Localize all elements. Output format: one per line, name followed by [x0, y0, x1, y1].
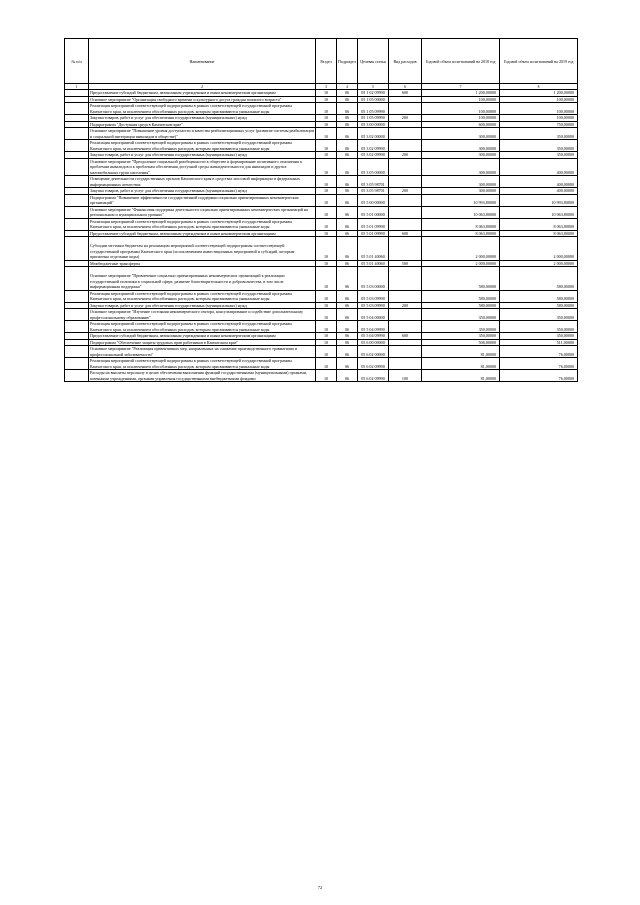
row-name: Основное мероприятие "Реализация превентивных мер, направленных на снижение производственного травматизма и профессиональной заболеваемости"	[89, 346, 316, 358]
row-target-article: 05 5 03 00000	[358, 267, 389, 291]
row-number	[65, 267, 89, 291]
row-razdel: 10	[316, 358, 337, 370]
row-podrazdel: 06	[337, 333, 358, 340]
row-podrazdel: 06	[337, 103, 358, 115]
row-expense-type: 200	[389, 302, 422, 309]
row-podrazdel: 06	[337, 267, 358, 291]
row-podrazdel: 06	[337, 218, 358, 230]
row-expense-type	[389, 103, 422, 115]
row-amount-2018: 580,00000	[422, 267, 500, 291]
column-number: 2	[89, 84, 316, 90]
row-amount-2018: 600,00000	[422, 121, 500, 128]
row-number	[65, 309, 89, 321]
row-name: Расходы на выплаты персоналу в целях обеспечения выполнения функций государственными (муниципальными) органами, казенными учреждениями, органами управления государственными внебюджетными фондами	[89, 370, 316, 382]
row-amount-2018: 300,00000	[422, 176, 500, 188]
row-amount-2019: 100,00000	[500, 96, 578, 103]
row-razdel: 10	[316, 158, 337, 176]
table-row	[65, 140, 578, 152]
row-target-article: 05 6 00 00000	[358, 339, 389, 346]
row-target-article: 05 6 02 00000	[358, 346, 389, 358]
row-number	[65, 358, 89, 370]
row-name: Межбюджетные трансферты	[89, 260, 316, 267]
row-amount-2018: 350,00000	[422, 333, 500, 340]
row-podrazdel: 06	[337, 176, 358, 188]
row-amount-2018: 2 000,00000	[422, 237, 500, 261]
table-row	[65, 346, 578, 358]
row-podrazdel: 06	[337, 302, 358, 309]
row-number	[65, 290, 89, 302]
row-amount-2018: 506,00000	[422, 339, 500, 346]
column-number: 6	[389, 84, 422, 90]
row-razdel: 10	[316, 230, 337, 237]
row-razdel: 10	[316, 128, 337, 140]
row-razdel: 10	[316, 218, 337, 230]
row-razdel: 10	[316, 339, 337, 346]
row-name: Закупка товаров, работ и услуг для обеспечения государственных (муниципальных) нужд	[89, 115, 316, 122]
row-razdel: 10	[316, 188, 337, 195]
page-number: 72	[317, 885, 323, 890]
row-number	[65, 103, 89, 115]
row-amount-2019: 76,00000	[500, 346, 578, 358]
row-amount-2018: 8 063,80000	[422, 218, 500, 230]
budget-table-page	[64, 38, 577, 382]
row-amount-2019: 580,00000	[500, 302, 578, 309]
row-amount-2019: 100,00000	[500, 103, 578, 115]
row-razdel: 10	[316, 370, 337, 382]
row-amount-2019: 100,00000	[500, 115, 578, 122]
row-podrazdel: 06	[337, 358, 358, 370]
row-amount-2019: 400,00000	[500, 188, 578, 195]
row-expense-type	[389, 309, 422, 321]
row-name: Основное мероприятие "Преодоление социальной разобщенности в обществе и формирование позитивного отношения к проблемам инвалидов и к проблемам обеспечения доступной среды жизнедеятельности для инвалидов и других маломобильных групп населения"	[89, 158, 316, 176]
row-target-article: 05 6 02 09990	[358, 370, 389, 382]
table-row	[65, 218, 578, 230]
row-target-article: 05 5 00 00000	[358, 194, 389, 206]
row-expense-type	[389, 206, 422, 218]
row-expense-type	[389, 321, 422, 333]
row-target-article: 05 5 01 09990	[358, 230, 389, 237]
row-target-article: 05 1 05 09990	[358, 115, 389, 122]
row-podrazdel: 06	[337, 339, 358, 346]
row-number	[65, 158, 89, 176]
row-amount-2018: 100,00000	[422, 103, 500, 115]
row-target-article: 05 1 05 09990	[358, 103, 389, 115]
row-amount-2018: 580,00000	[422, 302, 500, 309]
row-razdel: 10	[316, 103, 337, 115]
row-target-article: 05 5 03 09990	[358, 302, 389, 309]
row-expense-type: 200	[389, 152, 422, 159]
row-number	[65, 194, 89, 206]
table-row	[65, 206, 578, 218]
row-amount-2018: 350,00000	[422, 309, 500, 321]
row-name: Подпрограмма "Обеспечение защиты трудовых прав работников в Камчатском крае"	[89, 339, 316, 346]
row-amount-2019: 2 000,00000	[500, 260, 578, 267]
row-target-article: 05 3 02 00000	[358, 128, 389, 140]
row-expense-type	[389, 346, 422, 358]
row-expense-type	[389, 290, 422, 302]
row-razdel: 10	[316, 152, 337, 159]
header-podrazdel: Подраздел	[337, 39, 358, 84]
row-number	[65, 176, 89, 188]
row-razdel: 10	[316, 309, 337, 321]
row-name: Предоставление субсидий бюджетным, автономным учреждениям и иным некоммерческим организациям	[89, 230, 316, 237]
row-amount-2018: 300,00000	[422, 128, 500, 140]
row-razdel: 10	[316, 206, 337, 218]
row-amount-2018: 300,00000	[422, 140, 500, 152]
row-amount-2018: 81,00000	[422, 358, 500, 370]
row-podrazdel: 06	[337, 128, 358, 140]
row-target-article: 05 3 02 09990	[358, 152, 389, 159]
row-name: Закупка товаров, работ и услуг для обеспечения государственных (муниципальных) нужд	[89, 152, 316, 159]
row-amount-2019: 350,00000	[500, 321, 578, 333]
row-amount-2018: 2 000,00000	[422, 260, 500, 267]
row-podrazdel: 06	[337, 152, 358, 159]
row-amount-2019: 511,00000	[500, 339, 578, 346]
row-amount-2019: 400,00000	[500, 158, 578, 176]
row-podrazdel: 06	[337, 237, 358, 261]
row-podrazdel: 06	[337, 115, 358, 122]
row-podrazdel: 06	[337, 370, 358, 382]
table-row	[65, 103, 578, 115]
row-amount-2019: 8 063,80000	[500, 230, 578, 237]
row-amount-2018: 300,00000	[422, 158, 500, 176]
column-number: 3	[316, 84, 337, 90]
row-podrazdel: 06	[337, 96, 358, 103]
row-expense-type	[389, 158, 422, 176]
row-target-article: 05 5 01 40060	[358, 260, 389, 267]
table-row	[65, 194, 578, 206]
row-razdel: 10	[316, 96, 337, 103]
row-razdel: 10	[316, 267, 337, 291]
row-razdel: 10	[316, 260, 337, 267]
row-expense-type	[389, 194, 422, 206]
row-number	[65, 346, 89, 358]
row-podrazdel: 06	[337, 194, 358, 206]
row-razdel: 10	[316, 194, 337, 206]
header-row	[65, 39, 578, 84]
row-amount-2019: 350,00000	[500, 309, 578, 321]
row-amount-2018: 300,00000	[422, 152, 500, 159]
row-name: Основное мероприятие "Повышение уровня доступности и качества реабилитационных услуг (развитие системы реабилитации и социальной интеграции инвалидов в обществе)"	[90, 128, 314, 139]
row-podrazdel: 06	[337, 290, 358, 302]
row-amount-2018: 100,00000	[422, 115, 500, 122]
column-number: 8	[500, 84, 578, 90]
row-amount-2018: 300,00000	[422, 188, 500, 195]
row-name: Закупка товаров, работ и услуг для обеспечения государственных (муниципальных) нужд	[89, 302, 316, 309]
row-razdel: 10	[316, 90, 337, 97]
row-amount-2018: 10 993,80000	[422, 194, 500, 206]
row-name: Субсидии местным бюджетам на реализацию мероприятий соответствующей подпрограммы соответствующей государственной программы Камчатского края (за исключением инвестиционных мероприятий и субсидий, которым присвоены отдельные коды)	[89, 237, 316, 261]
row-number	[65, 370, 89, 382]
header-target-article: Целевая статья	[358, 39, 389, 84]
row-amount-2019: 10 993,80000	[500, 194, 578, 206]
row-razdel: 10	[316, 290, 337, 302]
row-expense-type	[389, 128, 422, 140]
table-row	[65, 158, 578, 176]
row-expense-type: 200	[389, 188, 422, 195]
row-razdel: 10	[316, 346, 337, 358]
row-name: Основное мероприятие "Изучение состояния некоммерческого сектора, консультирование и содействие дополнительному профессиональному образованию"	[89, 309, 316, 321]
row-name: Реализация мероприятий соответствующей подпрограммы в рамках соответствующей государственной программы Камчатского края, за исключением обособленных расходов, которым присваиваются уникальные коды	[89, 103, 316, 115]
row-name: Реализация мероприятий соответствующей подпрограммы в рамках соответствующей государственной программы Камчатского края, за исключением обособленных расходов, которым присваиваются уникальные коды	[89, 140, 316, 152]
row-amount-2019: 350,00000	[500, 140, 578, 152]
row-expense-type	[389, 267, 422, 291]
row-target-article: 05 5 01 40060	[358, 237, 389, 261]
row-amount-2019: 10 063,80000	[500, 206, 578, 218]
row-podrazdel: 06	[337, 140, 358, 152]
row-amount-2018: 81,00000	[422, 370, 500, 382]
row-name: Реализация мероприятий соответствующей подпрограммы в рамках соответствующей государственной программы Камчатского края, за исключением обособленных расходов, которым присваиваются уникальные коды	[89, 218, 316, 230]
row-number	[65, 140, 89, 152]
table-row	[65, 358, 578, 370]
row-target-article: 05 1 02 09990	[358, 90, 389, 97]
row-name: Основное мероприятие "Организация свободного времени и культурного досуга граждан пожилого возраста"	[89, 96, 316, 103]
row-target-article: 05 5 04 09990	[358, 321, 389, 333]
row-amount-2018: 580,00000	[422, 290, 500, 302]
column-number: 7	[422, 84, 500, 90]
row-number	[65, 237, 89, 261]
row-target-article: 05 6 02 09990	[358, 358, 389, 370]
row-expense-type: 600	[389, 230, 422, 237]
row-target-article: 05 3 02 09990	[358, 140, 389, 152]
row-target-article: 05 5 01 09990	[358, 218, 389, 230]
header-name: Наименование	[89, 39, 316, 84]
table-row	[65, 290, 578, 302]
row-name: Основное мероприятие "Привлечение социально ориентированных некоммерческих организаций к реализации государственной политики в социальной сфере, развитие благотворительности и добровольчества, в том числе информационная поддержка"	[89, 267, 316, 291]
header-no: № п/п	[65, 39, 89, 84]
row-amount-2019: 350,00000	[500, 333, 578, 340]
row-number	[65, 206, 89, 218]
row-amount-2019: 76,00000	[500, 358, 578, 370]
row-amount-2019: 2 000,00000	[500, 237, 578, 261]
row-podrazdel: 06	[337, 230, 358, 237]
row-name: Освещение деятельности государственных органов Камчатского края в средствах массовой информации и федеральных информационных агентствах	[89, 176, 316, 188]
row-amount-2018: 81,00000	[422, 346, 500, 358]
table-row	[65, 321, 578, 333]
row-target-article: 05 5 01 00000	[358, 206, 389, 218]
header-razdel: Раздел	[316, 39, 337, 84]
row-number	[65, 321, 89, 333]
row-podrazdel: 06	[337, 321, 358, 333]
row-target-article: 05 3 05 98701	[358, 188, 389, 195]
row-podrazdel: 06	[337, 206, 358, 218]
row-amount-2019: 350,00000	[500, 128, 578, 140]
row-name: Закупка товаров, работ и услуг для обеспечения государственных (муниципальных) нужд	[89, 188, 316, 195]
row-podrazdel: 06	[337, 309, 358, 321]
row-amount-2019: 580,00000	[500, 290, 578, 302]
row-expense-type	[389, 140, 422, 152]
row-name: Реализация мероприятий соответствующей подпрограммы в рамках соответствующей государственной программы Камчатского края, за исключением обособленных расходов, которым присваиваются уникальные коды	[89, 321, 316, 333]
row-target-article: 05 3 05 00000	[358, 158, 389, 176]
row-amount-2018: 100,00000	[422, 96, 500, 103]
row-target-article: 05 1 05 00000	[358, 96, 389, 103]
table-row	[65, 237, 578, 261]
row-razdel: 10	[316, 237, 337, 261]
row-razdel: 10	[316, 176, 337, 188]
row-amount-2019: 350,00000	[500, 152, 578, 159]
header-expense-type: Вид расходов	[389, 39, 422, 84]
row-podrazdel: 06	[337, 346, 358, 358]
row-expense-type	[389, 237, 422, 261]
row-podrazdel: 06	[337, 121, 358, 128]
row-number	[65, 218, 89, 230]
table-row	[65, 267, 578, 291]
row-expense-type	[389, 176, 422, 188]
row-razdel: 10	[316, 333, 337, 340]
row-podrazdel: 06	[337, 158, 358, 176]
row-target-article: 05 5 04 09990	[358, 333, 389, 340]
row-amount-2019: 580,00000	[500, 267, 578, 291]
row-razdel: 10	[316, 321, 337, 333]
row-target-article: 05 3 05 98701	[358, 176, 389, 188]
row-razdel: 10	[316, 121, 337, 128]
column-number: 5	[358, 84, 389, 90]
row-razdel: 10	[316, 115, 337, 122]
row-podrazdel: 06	[337, 260, 358, 267]
row-name: Предоставление субсидий бюджетным, автономным учреждениям и иным некоммерческим организациям	[89, 333, 316, 340]
row-amount-2019: 76,00000	[500, 370, 578, 382]
row-amount-2018: 10 063,80000	[422, 206, 500, 218]
row-razdel: 10	[316, 302, 337, 309]
row-amount-2018: 1 200,00000	[422, 90, 500, 97]
row-amount-2018: 350,00000	[422, 321, 500, 333]
row-name: Предоставление субсидий бюджетным, автономным учреждениям и иным некоммерческим организациям	[89, 90, 316, 97]
row-target-article: 05 5 03 09990	[358, 290, 389, 302]
budget-table	[64, 38, 578, 382]
row-target-article: 05 3 00 00000	[358, 121, 389, 128]
row-expense-type	[389, 218, 422, 230]
row-expense-type: 600	[389, 333, 422, 340]
row-number	[65, 128, 89, 140]
table-row	[65, 309, 578, 321]
header-2019: Годовой объем ассигнований на 2019 год	[500, 39, 578, 84]
row-podrazdel: 06	[337, 90, 358, 97]
table-row	[65, 176, 578, 188]
row-name: Реализация мероприятий соответствующей подпрограммы в рамках соответствующей государственной программы Камчатского края, за исключением обособленных расходов, которым присваиваются уникальные коды	[89, 290, 316, 302]
row-amount-2018: 8 063,80000	[422, 230, 500, 237]
row-amount-2019: 1 200,00000	[500, 90, 578, 97]
row-target-article: 05 5 04 00000	[358, 309, 389, 321]
row-expense-type: 200	[389, 115, 422, 122]
row-expense-type: 100	[389, 370, 422, 382]
table-row	[65, 370, 578, 382]
header-2018: Годовой объем ассигнований на 2018 год	[422, 39, 500, 84]
row-name: Основное мероприятие "Финансовая поддержка деятельности социально ориентированных некоммерческих организаций на региональном и муниципальном уровнях"	[89, 206, 316, 218]
row-razdel: 10	[316, 140, 337, 152]
row-name: Подпрограмма "Повышение эффективности государственной поддержки социально ориентированных некоммерческих организаций"	[89, 194, 316, 206]
column-number: 4	[337, 84, 358, 90]
row-amount-2019: 400,00000	[500, 176, 578, 188]
row-amount-2019: 750,00000	[500, 121, 578, 128]
row-name: Реализация мероприятий соответствующей подпрограммы в рамках соответствующей государственной программы Камчатского края, за исключением обособленных расходов, которым присваиваются уникальные коды	[89, 358, 316, 370]
row-expense-type: 500	[389, 260, 422, 267]
column-number: 1	[65, 84, 89, 90]
table-row	[65, 128, 578, 140]
row-expense-type: 600	[389, 90, 422, 97]
row-name: Подпрограмма "Доступная среда в Камчатском крае"	[89, 121, 316, 128]
row-amount-2019: 8 063,80000	[500, 218, 578, 230]
row-expense-type	[389, 358, 422, 370]
row-podrazdel: 06	[337, 188, 358, 195]
